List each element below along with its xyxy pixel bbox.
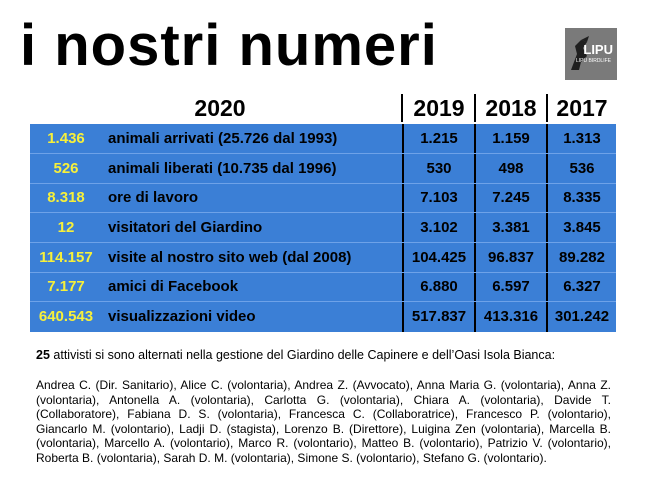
table-row bbox=[30, 154, 616, 183]
stats-table bbox=[30, 124, 616, 332]
value-2019: 6.880 bbox=[420, 278, 458, 295]
value-2018: 96.837 bbox=[488, 249, 534, 266]
value-2017: 1.313 bbox=[563, 130, 601, 147]
value-2018: 413.316 bbox=[483, 308, 539, 325]
header-year-2018: 2018 bbox=[485, 95, 537, 121]
row-label: visite al nostro sito web (dal 2008) bbox=[108, 249, 352, 266]
value-2020: 640.543 bbox=[38, 308, 94, 325]
value-2017: 6.327 bbox=[563, 278, 601, 295]
value-2019: 3.102 bbox=[420, 219, 458, 236]
value-2019: 1.215 bbox=[420, 130, 458, 147]
row-label: visualizzazioni video bbox=[108, 308, 256, 325]
table-row bbox=[30, 124, 616, 153]
lipu-logo bbox=[565, 28, 617, 80]
volunteers-intro-text: attivisti si sono alternati nella gestione del Giardino delle Capinere e dell’Oasi Isola Bianca: bbox=[53, 348, 556, 362]
value-2020: 1.436 bbox=[47, 130, 85, 147]
value-2018: 6.597 bbox=[492, 278, 530, 295]
row-label: ore di lavoro bbox=[108, 189, 199, 206]
row-label: animali arrivati (25.726 dal 1993) bbox=[108, 130, 338, 147]
value-2020: 8.318 bbox=[47, 189, 85, 206]
logo-subtext: LIPU BIRDLIFE bbox=[575, 58, 611, 64]
value-2019: 530 bbox=[426, 160, 452, 177]
value-2019: 517.837 bbox=[411, 308, 467, 325]
table-row bbox=[30, 243, 616, 272]
value-2017: 301.242 bbox=[554, 308, 610, 325]
header-year-2017: 2017 bbox=[556, 95, 608, 121]
row-label: amici di Facebook bbox=[108, 278, 239, 295]
value-2020: 12 bbox=[57, 219, 75, 236]
value-2020: 7.177 bbox=[47, 278, 85, 295]
value-2018: 3.381 bbox=[492, 219, 530, 236]
value-2018: 498 bbox=[498, 160, 524, 177]
header-current-year: 2020 bbox=[194, 95, 246, 121]
table-row bbox=[30, 302, 616, 331]
value-2017: 8.335 bbox=[563, 189, 601, 206]
table-row bbox=[30, 272, 616, 301]
value-2017: 536 bbox=[569, 160, 595, 177]
value-2020: 526 bbox=[53, 160, 79, 177]
volunteers-list: Andrea C. (Dir. Sanitario), Alice C. (volontaria), Andrea Z. (Avvocato), Anna Maria G. (volontaria), Anna Z. (volontaria), Antonella A. (volontaria), Carlotta G. (volontaria), Chiara A. (volontaria), Davide T. (Collaboratore), Fabiana D. S. (volontaria), Francesca C. (Collaboratrice), Francesco P. (volontario), Giancarlo M. (volontario), Ladji D. (stagista), Lorenzo B. (Direttore), Luigina Zen (volontaria), Marcella B. (volontaria), Marcello A. (volontario), Marco R. (volontario), Matteo B. (volontario), Patrizio V. (volontario), Roberta B. (volontaria), Sarah D. M. (volontaria), Simone S. (volontario), Stefano G. (volontario). bbox=[36, 378, 611, 465]
logo-text: LIPU bbox=[583, 42, 613, 57]
row-label: visitatori del Giardino bbox=[108, 219, 263, 236]
value-2020: 114.157 bbox=[39, 249, 93, 266]
volunteers-intro bbox=[36, 348, 555, 362]
value-2017: 3.845 bbox=[563, 219, 601, 236]
value-2019: 104.425 bbox=[411, 249, 467, 266]
row-label: animali liberati (10.735 dal 1996) bbox=[108, 160, 337, 177]
table-row bbox=[30, 213, 616, 242]
value-2017: 89.282 bbox=[559, 249, 605, 266]
volunteers-count: 25 bbox=[36, 348, 50, 362]
page-title: i nostri numeri bbox=[20, 13, 438, 78]
value-2018: 7.245 bbox=[492, 189, 530, 206]
value-2018: 1.159 bbox=[492, 130, 530, 147]
table-row bbox=[30, 183, 616, 212]
header-year-2019: 2019 bbox=[413, 95, 465, 121]
value-2019: 7.103 bbox=[420, 189, 458, 206]
